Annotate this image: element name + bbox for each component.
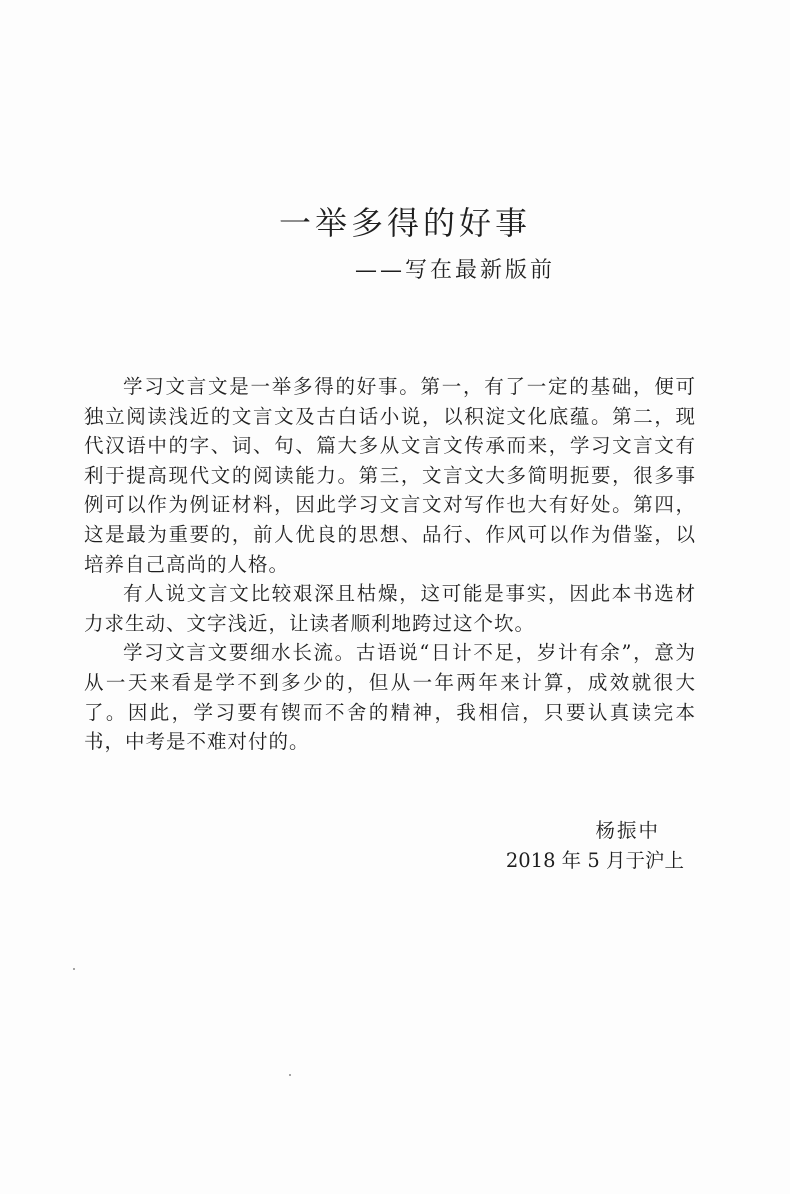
paragraph: 有人说文言文比较艰深且枯燥，这可能是事实，因此本书选材力求生动、文字浅近，让读者顺利地跨过这个坎。 [84, 582, 696, 635]
page-title: 一举多得的好事 [278, 204, 531, 242]
page-subtitle: ——写在最新版前 [354, 258, 555, 283]
date-place: 2018 年 5 月于沪上 [505, 849, 684, 872]
paragraph: 学习文言文要细水长流。古语说“日计不足，岁计有余”，意为从一天来看是学不到多少的，但从一年两年来计算，成效就很大了。因此，学习要有锲而不舍的精神，我相信，只要认真读完本书，中考是不难对付的。 [84, 641, 696, 754]
paragraph: 学习文言文是一举多得的好事。第一，有了一定的基础，便可独立阅读浅近的文言文及古白话小说，以积淀文化底蕴。第二，现代汉语中的字、词、句、篇大多从文言文传承而来，学习文言文有利于提高现代文的阅读能力。第三，文言文大多简明扼要，很多事例可以作为例证材料，因此学习文言文对写作也大有好处。第四，这是最为重要的，前人优良的思想、品行、作风可以作为借鉴，以培养自己高尚的人格。 [84, 375, 696, 576]
signature-block [0, 816, 684, 876]
preface-body [84, 372, 696, 757]
author-name: 杨振中 [595, 819, 660, 842]
paper-speck [289, 1074, 291, 1076]
paper-speck [73, 968, 75, 970]
